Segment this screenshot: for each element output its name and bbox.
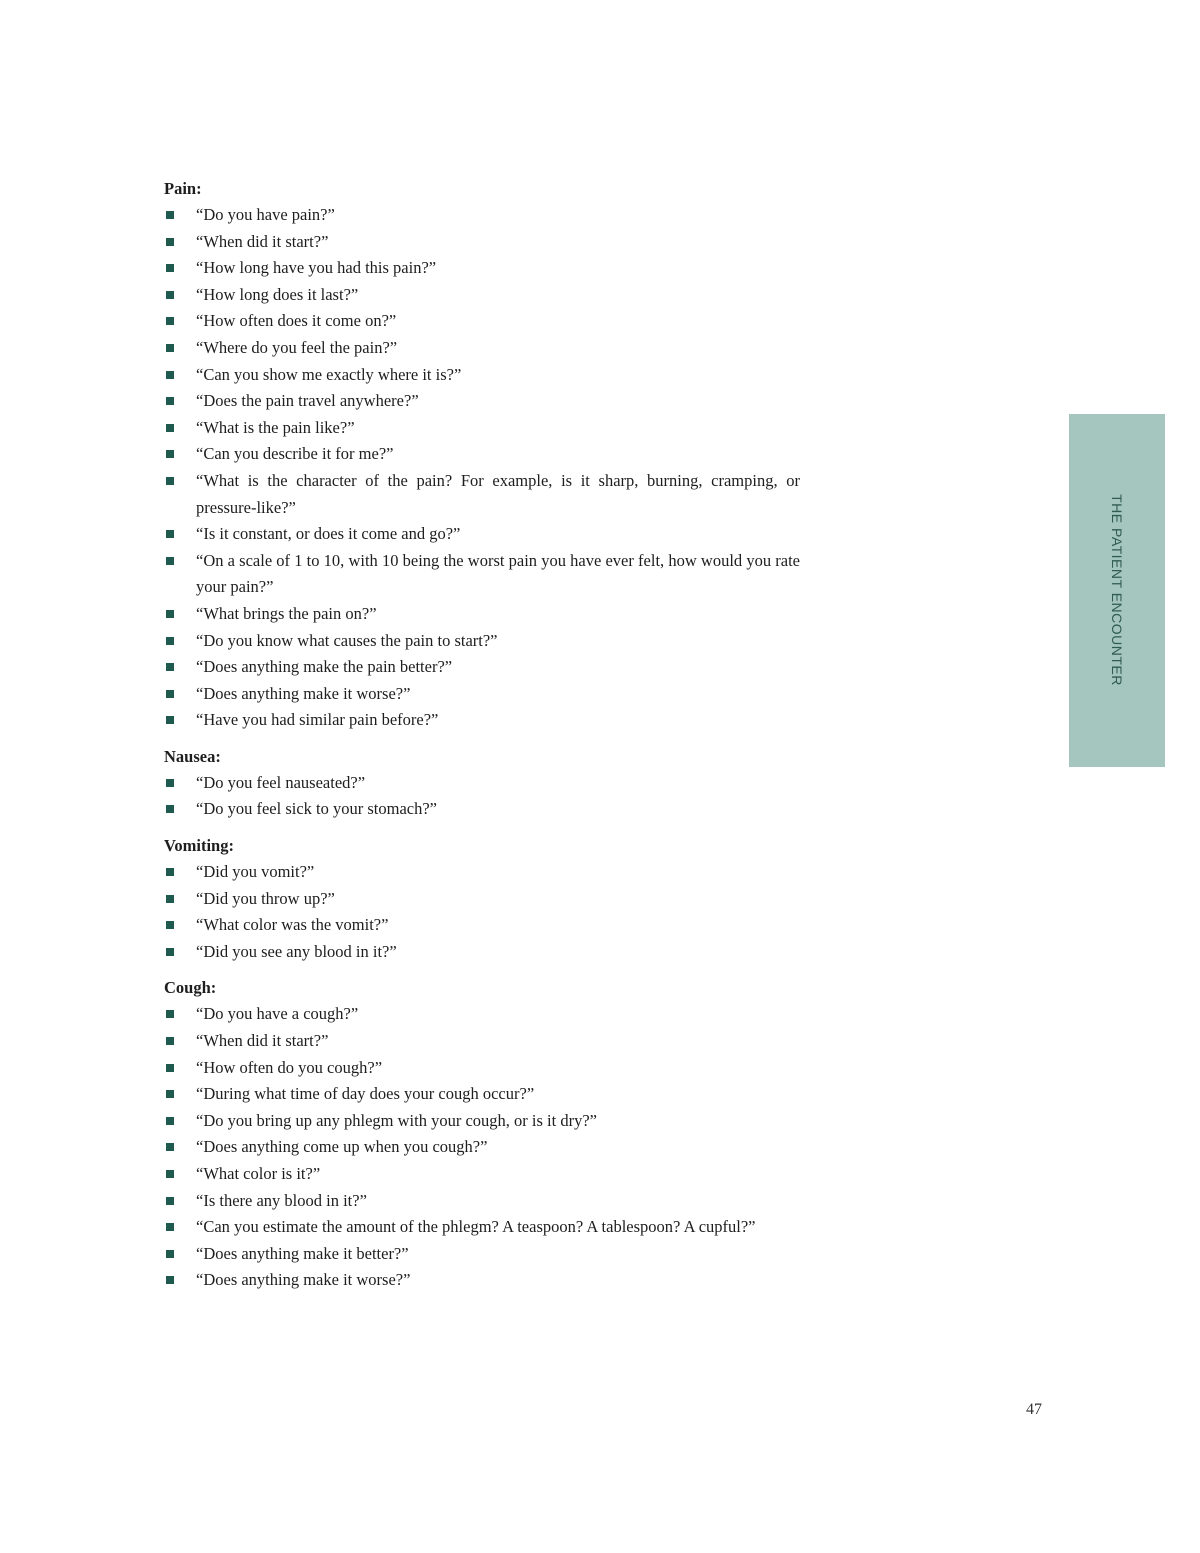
square-bullet-icon — [166, 371, 174, 379]
question-text: “Does anything make the pain better?” — [196, 657, 453, 677]
question-text: “What color is it?” — [196, 1164, 321, 1183]
list-item — [164, 939, 800, 966]
square-bullet-icon — [166, 1170, 174, 1178]
question-text: “Do you have pain?” — [196, 205, 335, 224]
question-list — [164, 202, 800, 734]
list-item — [164, 521, 800, 548]
square-bullet-icon — [166, 530, 174, 538]
question-text: “Can you estimate the amount of the phlegm? A teaspoon? A tablespoon? A cupful?” — [196, 1217, 756, 1237]
list-item — [164, 229, 800, 256]
list-item — [164, 886, 800, 913]
question-text: “Does anything come up when you cough?” — [196, 1137, 488, 1157]
question-text: “How long have you had this pain?” — [196, 258, 437, 278]
square-bullet-icon — [166, 450, 174, 458]
question-text: “Does anything make it worse?” — [196, 683, 411, 703]
square-bullet-icon — [166, 291, 174, 299]
list-item — [164, 282, 800, 309]
square-bullet-icon — [166, 477, 174, 485]
list-item — [164, 628, 800, 655]
square-bullet-icon — [166, 424, 174, 432]
question-text: “When did it start?” — [196, 231, 329, 251]
question-list — [164, 770, 800, 823]
question-text: “Do you have a cough?” — [196, 1004, 359, 1024]
list-item — [164, 548, 800, 601]
list-item — [164, 1001, 800, 1028]
question-text: “Does the pain travel anywhere?” — [196, 391, 419, 411]
question-text: “What brings the pain on?” — [196, 603, 377, 623]
square-bullet-icon — [166, 1064, 174, 1072]
question-text: “On a scale of 1 to 10, with 10 being the worst pain you have ever felt, how would you rate your pain?” — [196, 550, 800, 597]
square-bullet-icon — [166, 397, 174, 405]
question-text: “Does anything make it better?” — [196, 1243, 409, 1263]
question-text: “Did you see any blood in it?” — [196, 941, 397, 961]
question-text: “Do you feel sick to your stomach?” — [196, 799, 438, 819]
square-bullet-icon — [166, 1143, 174, 1151]
square-bullet-icon — [166, 238, 174, 246]
question-text: “Do you bring up any phlegm with your cough, or is it dry?” — [196, 1110, 597, 1130]
list-item — [164, 308, 800, 335]
section-pain — [164, 176, 800, 734]
page-number: 47 — [1026, 1401, 1042, 1418]
list-item — [164, 681, 800, 708]
list-item — [164, 859, 800, 886]
square-bullet-icon — [166, 663, 174, 671]
list-item — [164, 388, 800, 415]
chapter-side-tab — [1069, 414, 1165, 767]
square-bullet-icon — [166, 948, 174, 956]
list-item — [164, 654, 800, 681]
question-list — [164, 859, 800, 965]
square-bullet-icon — [166, 716, 174, 724]
question-text: “How often do you cough?” — [196, 1057, 383, 1077]
list-item — [164, 362, 800, 389]
question-text: “During what time of day does your cough occur?” — [196, 1084, 535, 1104]
list-item — [164, 468, 800, 521]
question-text: “Where do you feel the pain?” — [196, 337, 398, 357]
list-item — [164, 1267, 800, 1294]
square-bullet-icon — [166, 211, 174, 219]
list-item — [164, 1028, 800, 1055]
square-bullet-icon — [166, 779, 174, 787]
chapter-tab-label: THE PATIENT ENCOUNTER — [1109, 494, 1125, 686]
list-item — [164, 1241, 800, 1268]
square-bullet-icon — [166, 921, 174, 929]
square-bullet-icon — [166, 1117, 174, 1125]
list-item — [164, 255, 800, 282]
question-text: “Did you vomit?” — [196, 862, 315, 882]
square-bullet-icon — [166, 1010, 174, 1018]
section-cough — [164, 975, 800, 1294]
list-item — [164, 1108, 800, 1135]
question-text: “Did you throw up?” — [196, 888, 335, 908]
question-text: “How often does it come on?” — [196, 311, 397, 331]
question-text: “Have you had similar pain before?” — [196, 710, 439, 730]
list-item — [164, 1134, 800, 1161]
list-item — [164, 770, 800, 797]
question-text: “How long does it last?” — [196, 284, 359, 304]
square-bullet-icon — [166, 264, 174, 272]
question-text: “Do you feel nauseated?” — [196, 772, 366, 792]
question-text: “Is there any blood in it?” — [196, 1190, 367, 1210]
square-bullet-icon — [166, 868, 174, 876]
square-bullet-icon — [166, 637, 174, 645]
section-nausea — [164, 744, 800, 823]
square-bullet-icon — [166, 610, 174, 618]
square-bullet-icon — [166, 805, 174, 813]
list-item — [164, 912, 800, 939]
list-item — [164, 415, 800, 442]
square-bullet-icon — [166, 1223, 174, 1231]
square-bullet-icon — [166, 895, 174, 903]
list-item — [164, 202, 800, 229]
section-heading: Cough: — [164, 978, 217, 998]
list-item — [164, 335, 800, 362]
question-text: “What is the pain like?” — [196, 417, 355, 437]
section-heading: Vomiting: — [164, 836, 234, 856]
list-item — [164, 796, 800, 823]
list-item — [164, 1055, 800, 1082]
list-item — [164, 441, 800, 468]
square-bullet-icon — [166, 690, 174, 698]
square-bullet-icon — [166, 1276, 174, 1284]
question-text: “When did it start?” — [196, 1031, 329, 1051]
square-bullet-icon — [166, 344, 174, 352]
section-heading: Nausea: — [164, 746, 221, 766]
question-text: “Does anything make it worse?” — [196, 1270, 411, 1290]
section-heading: Pain: — [164, 179, 202, 198]
page-content — [164, 176, 800, 1294]
list-item — [164, 601, 800, 628]
square-bullet-icon — [166, 1090, 174, 1098]
question-text: “What color was the vomit?” — [196, 915, 389, 935]
square-bullet-icon — [166, 1250, 174, 1258]
question-list — [164, 1001, 800, 1294]
list-item — [164, 1188, 800, 1215]
list-item — [164, 707, 800, 734]
list-item — [164, 1081, 800, 1108]
question-text: “Can you show me exactly where it is?” — [196, 364, 462, 384]
question-text: “Do you know what causes the pain to start?” — [196, 630, 498, 650]
question-text: “Is it constant, or does it come and go?” — [196, 524, 461, 544]
square-bullet-icon — [166, 1197, 174, 1205]
square-bullet-icon — [166, 557, 174, 565]
question-text: “Can you describe it for me?” — [196, 444, 394, 464]
question-text: “What is the character of the pain? For example, is it sharp, burning, cramping, or pressure-like?” — [196, 470, 800, 517]
square-bullet-icon — [166, 1037, 174, 1045]
list-item — [164, 1161, 800, 1188]
square-bullet-icon — [166, 317, 174, 325]
section-vomiting — [164, 833, 800, 965]
list-item — [164, 1214, 800, 1241]
